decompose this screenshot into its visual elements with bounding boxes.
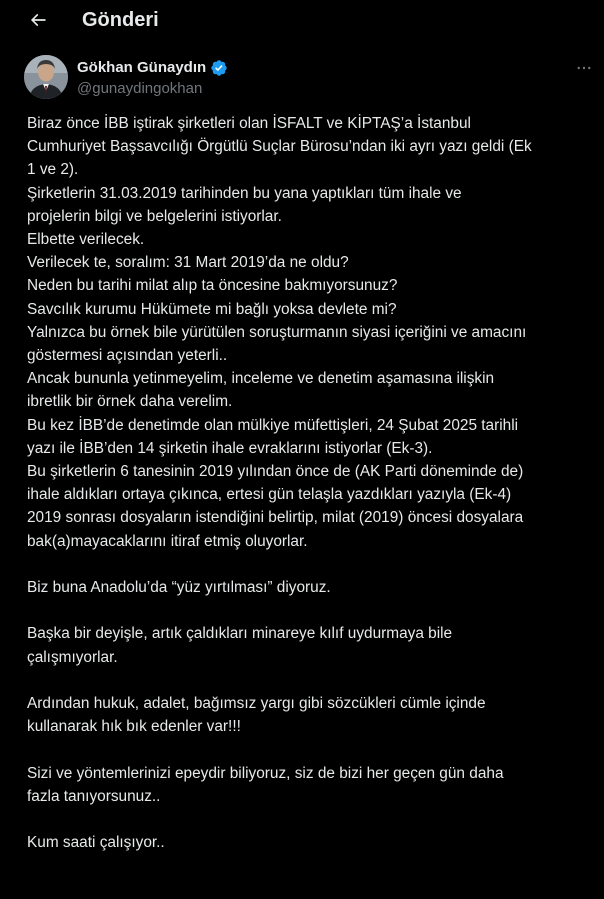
tweet-line: Yalnızca bu örnek bile yürütülen soruşturmanın siyasi içeriğini ve amacını [27, 323, 527, 341]
tweet-line: Kum saati çalışıyor.. [27, 834, 165, 852]
tweet-line: kullanarak hık bık edenler var!!! [27, 718, 241, 736]
tweet-line: Bu kez İBB’de denetimde olan mülkiye müfettişleri, 24 Şubat 2025 tarihli [27, 416, 519, 434]
top-bar [0, 0, 604, 40]
tweet-line: Biz buna Anadolu’da “yüz yırtılması” diyoruz. [27, 579, 331, 597]
tweet-line: Verilecek te, soralım: 31 Mart 2019’da ne oldu? [27, 254, 349, 272]
tweet-line: Savcılık kurumu Hükümete mi bağlı yoksa devlete mi? [27, 300, 397, 318]
author-name-row[interactable] [77, 58, 228, 78]
tweet-line: ihale aldıkları ortaya çıkınca, ertesi gün telaşla yazdıkları yazıyla (Ek-4) [27, 486, 512, 504]
back-button[interactable] [24, 6, 52, 34]
tweet-line: Sizi ve yöntemlerinizi epeydir biliyoruz, siz de bizi her geçen gün daha [27, 764, 504, 782]
tweet-line: Neden bu tarihi milat alıp ta öncesine bakmıyorsunuz? [27, 277, 398, 295]
paragraph-gap [27, 808, 599, 831]
tweet-line: 2019 sonrası dosyaların istendiğini belirtip, milat (2019) öncesi dosyalara [27, 509, 524, 527]
tweet-line: ibretlik bir örnek daha verelim. [27, 393, 233, 411]
tweet-line: fazla tanıyorsunuz.. [27, 787, 161, 805]
tweet-line: Bu şirketlerin 6 tanesinin 2019 yılından önce de (AK Parti döneminde de) [27, 463, 524, 481]
verified-badge-icon [210, 59, 228, 77]
author-handle[interactable]: @gunaydingokhan [77, 80, 203, 97]
more-button[interactable] [572, 58, 596, 78]
paragraph-gap [27, 553, 599, 576]
paragraph-gap [27, 599, 599, 622]
tweet-line: Şirketlerin 31.03.2019 tarihinden bu yana yaptıkları tüm ihale ve [27, 184, 462, 202]
paragraph-gap [27, 738, 599, 761]
tweet-line: Elbette verilecek. [27, 231, 145, 249]
tweet-line: Başka bir deyişle, artık çaldıkları minareye kılıf uydurmaya bile [27, 625, 453, 643]
tweet-line: Cumhuriyet Başsavcılığı Örgütlü Suçlar Bürosu’ndan iki ayrı yazı geldi (Ek [27, 138, 532, 156]
tweet-line: göstermesi açısından yeterli.. [27, 347, 228, 365]
tweet-line: çalışmıyorlar. [27, 648, 118, 666]
tweet-line: Ancak bununla yetinmeyelim, inceleme ve denetim aşamasına ilişkin [27, 370, 495, 388]
arrow-left-icon [28, 10, 48, 30]
author-name: Gökhan Günaydın [77, 59, 207, 76]
tweet-line: yazı ile İBB’den 14 şirketin ihale evraklarını istiyorlar (Ek-3). [27, 439, 433, 457]
profile-photo [24, 55, 68, 99]
tweet-line: 1 ve 2). [27, 161, 79, 179]
tweet-line: Ardından hukuk, adalet, bağımsız yargı gibi sözcükleri cümle içinde [27, 695, 486, 713]
avatar[interactable] [24, 55, 68, 99]
tweet-line: Biraz önce İBB iştirak şirketleri olan İSFALT ve KİPTAŞ’a İstanbul [27, 115, 471, 132]
paragraph-gap [27, 669, 599, 692]
more-horizontal-icon [575, 59, 593, 77]
tweet-line: bak(a)mayacaklarını itiraf etmiş oluyorlar. [27, 532, 308, 550]
page-title: Gönderi [82, 9, 159, 31]
tweet-text [27, 112, 599, 854]
tweet-line: projelerin bilgi ve belgelerini istiyorlar. [27, 207, 282, 225]
